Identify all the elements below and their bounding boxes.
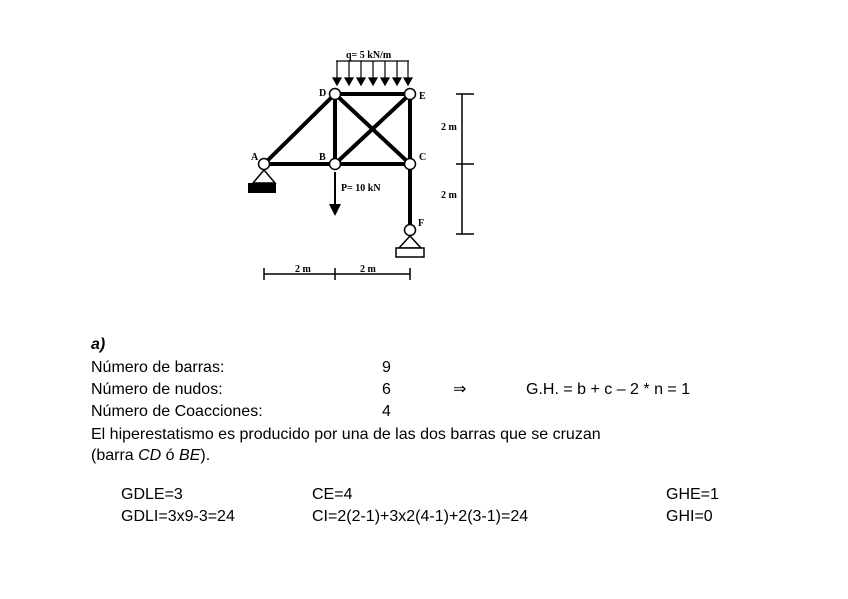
row-nodes-label: Número de nudos: (91, 381, 223, 398)
node-a (259, 159, 270, 170)
ghi: GHI=0 (666, 508, 713, 525)
ghe: GHE=1 (666, 486, 719, 503)
node-label-b: B (319, 152, 326, 163)
row-bars-label: Número de barras: (91, 359, 225, 376)
row-constraints-label: Número de Coacciones: (91, 403, 263, 420)
distributed-load-label: q= 5 kN/m (346, 50, 392, 61)
vertical-dimension (456, 94, 474, 234)
node-label-a: A (251, 152, 259, 163)
dim-horizontal-right: 2 m (360, 264, 376, 275)
row-nodes-value: 6 (382, 381, 391, 398)
gdle: GDLE=3 (121, 486, 183, 503)
ci: CI=2(2-1)+3x2(4-1)+2(3-1)=24 (312, 508, 529, 525)
node-f (405, 225, 416, 236)
row-bars-value: 9 (382, 359, 391, 376)
section-heading: a) (91, 336, 106, 353)
support-a (248, 170, 276, 193)
row-constraints-value: 4 (382, 403, 391, 420)
bar-be-ref: BE (179, 447, 201, 464)
node-e (405, 89, 416, 100)
explanation-line-1: El hiperestatismo es producido por una de las dos barras que se cruzan (91, 426, 601, 443)
implies-arrow: ⇒ (453, 381, 467, 398)
node-b (330, 159, 341, 170)
node-d (330, 89, 341, 100)
explanation-prefix: (barra (91, 447, 139, 464)
horizontal-dimension (264, 268, 410, 280)
ce: CE=4 (312, 486, 353, 503)
dim-vertical-upper: 2 m (441, 122, 457, 133)
node-label-e: E (419, 91, 426, 102)
node-label-f: F (418, 218, 425, 229)
dim-horizontal-left: 2 m (295, 264, 311, 275)
hyperstatic-formula: G.H. = b + c – 2 * n = 1 (526, 381, 691, 398)
node-c (405, 159, 416, 170)
distributed-load (333, 61, 412, 85)
bar-cd-ref: CD (138, 447, 162, 464)
explanation-suffix: ). (200, 447, 211, 464)
gdli: GDLI=3x9-3=24 (121, 508, 235, 525)
node-label-d: D (319, 88, 327, 99)
point-load (329, 172, 341, 216)
support-f (396, 236, 424, 257)
explanation-middle: ó (161, 447, 180, 464)
node-label-c: C (419, 152, 427, 163)
explanation-line-2 (91, 446, 210, 465)
dim-vertical-lower: 2 m (441, 190, 457, 201)
point-load-label: P= 10 kN (341, 183, 381, 194)
